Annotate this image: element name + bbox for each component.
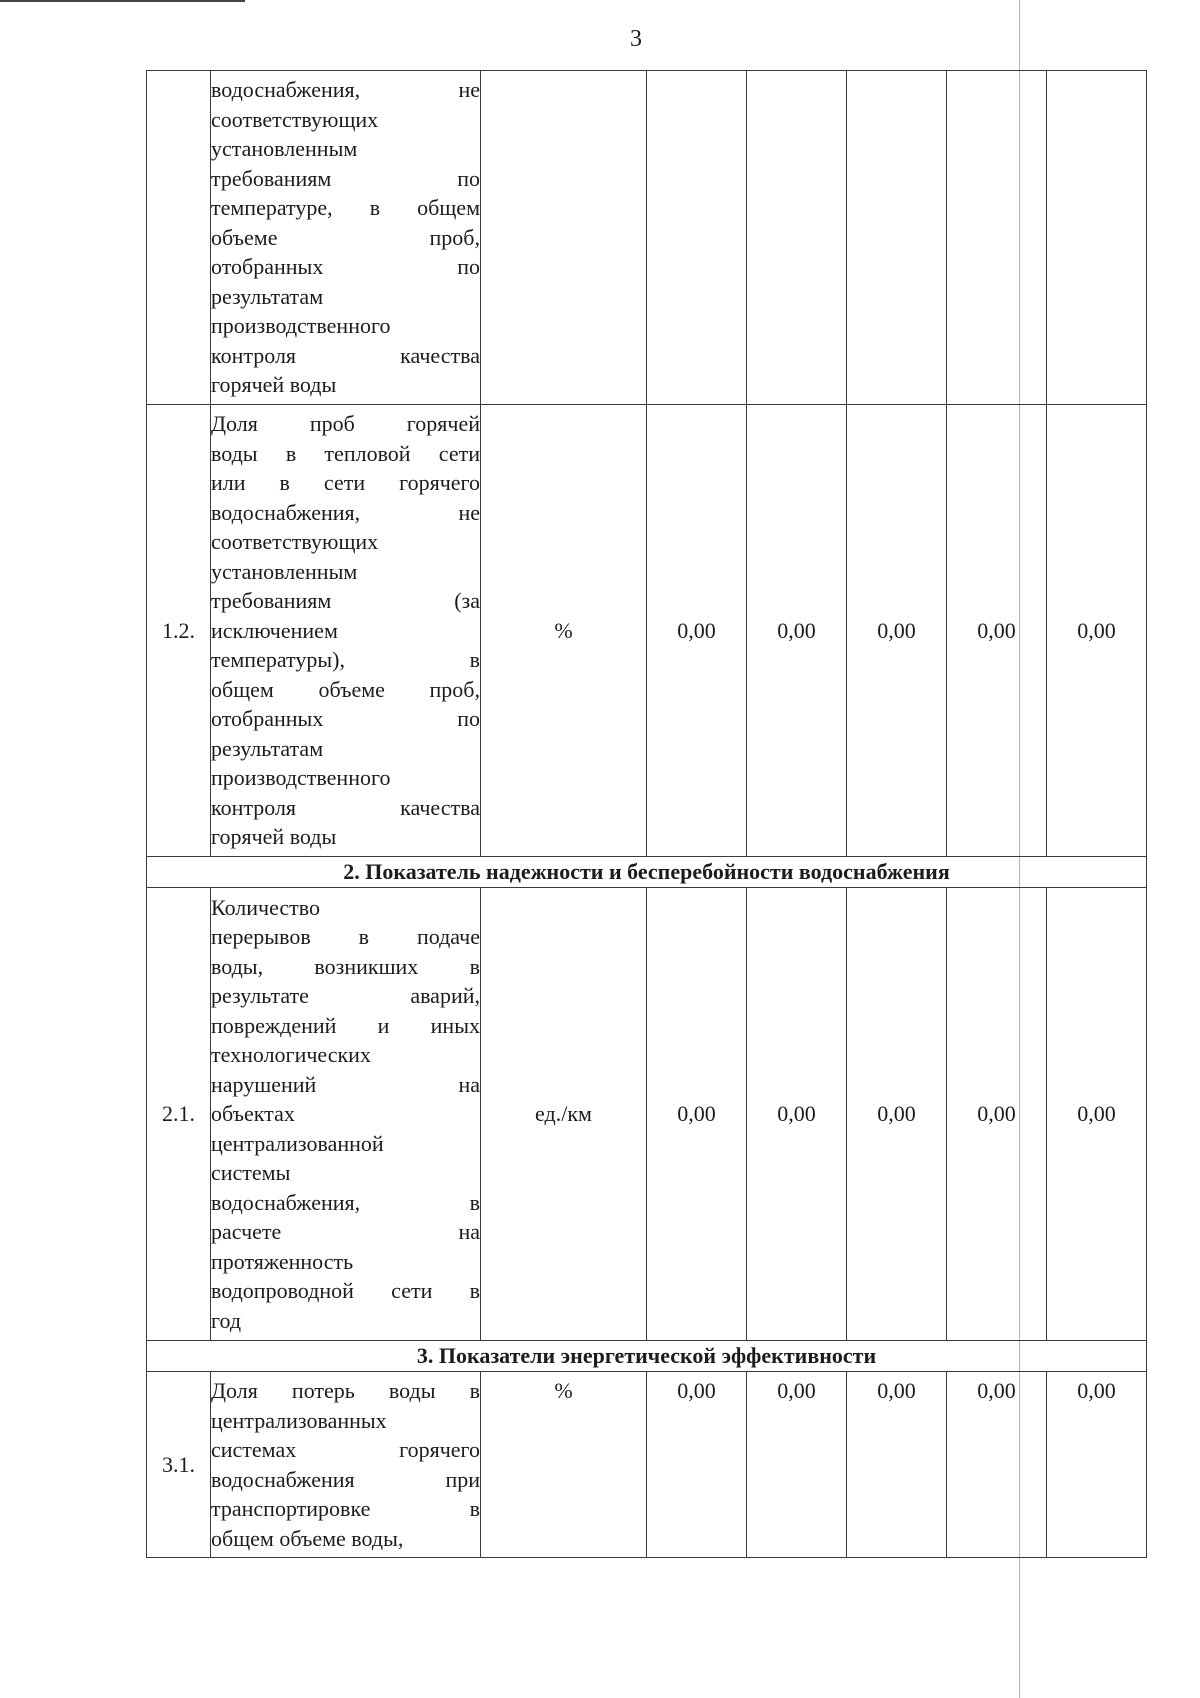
description-line: водоснабжения, не [211,499,480,525]
description-line: отобранных по [211,706,480,732]
section-header-row [147,1341,1147,1372]
description-line: температуры), в [211,647,480,673]
description-line: отобранных по [211,254,480,280]
description-line: требованиям (за [211,588,480,614]
description-line: системах горячего [211,1437,480,1462]
row-description [211,405,481,857]
description-line: год [211,1307,242,1333]
value-cell: 0,00 [1047,1372,1147,1558]
description-line: результатам [211,283,324,309]
value-cell [1047,71,1147,405]
value-cell [847,71,947,405]
row-description [211,888,481,1341]
description-line: централизованных [211,1407,387,1433]
description-line: Доля потерь воды в [211,1378,480,1403]
unit-cell: ед./км [481,888,647,1341]
description-line: объектах [211,1101,295,1127]
row-number: 3.1. [147,1372,211,1558]
value-cell: 0,00 [847,888,947,1341]
description-line: исключением [211,617,338,643]
table-row-3-1 [147,1372,1147,1558]
value-cell: 0,00 [1047,888,1147,1341]
description-line: системы [211,1160,291,1186]
section-header-row [147,857,1147,888]
description-line: водоснабжения, не [211,77,480,103]
description-line: результатам [211,735,324,761]
value-cell: 0,00 [647,1372,747,1558]
description-line: соответствующих [211,529,379,555]
description-line: производственного [211,765,391,791]
description-line: водоснабжения, в [211,1189,480,1215]
description-line: воды, возникших в [211,953,480,979]
value-cell [647,71,747,405]
description-line: общем объеме воды, [211,1525,404,1551]
description-line: воды в тепловой сети [211,440,480,466]
value-cell: 0,00 [747,888,847,1341]
value-cell: 0,00 [947,888,1047,1341]
description-line: расчете на [211,1219,480,1245]
row-number: 2.1. [147,888,211,1341]
row-description [211,71,481,405]
description-line: водопроводной сети в [211,1278,480,1304]
description-line: перерывов в подаче [211,924,480,950]
row-number: 1.2. [147,405,211,857]
section-title: 3. Показатели энергетической эффективности [147,1341,1147,1372]
description-line: результате аварий, [211,983,480,1009]
value-cell [947,71,1047,405]
description-line: производственного [211,313,391,339]
description-line: соответствующих [211,106,379,132]
description-line: повреждений и иных [211,1012,480,1038]
description-line: водоснабжения при [211,1466,480,1492]
page-number: 3 [630,26,642,52]
value-cell [747,71,847,405]
table-row-continued [147,71,1147,405]
value-cell: 0,00 [747,1372,847,1558]
value-cell: 0,00 [947,1372,1047,1558]
section-title: 2. Показатель надежности и бесперебойности водоснабжения [147,857,1147,888]
description-line: или в сети горячего [211,470,480,496]
description-line: контроля качества [211,342,480,368]
description-line: установленным [211,136,358,162]
table-row-2-1 [147,888,1147,1341]
table-row-1-2 [147,405,1147,857]
description-line: технологических [211,1042,371,1068]
description-line: объеме проб, [211,224,480,250]
value-cell: 0,00 [747,405,847,857]
indicators-table [146,70,1147,1558]
description-line: общем объеме проб, [211,676,480,702]
value-cell: 0,00 [847,405,947,857]
unit-cell: % [481,405,647,857]
value-cell: 0,00 [947,405,1047,857]
unit-cell: % [481,1372,647,1558]
description-line: установленным [211,558,358,584]
description-line: контроля качества [211,794,480,820]
scan-edge-line [0,0,245,2]
row-number [147,71,211,405]
value-cell: 0,00 [647,888,747,1341]
description-line: горячей воды [211,824,337,850]
unit-cell [481,71,647,405]
description-line: Доля проб горячей [211,411,480,437]
value-cell: 0,00 [1047,405,1147,857]
description-line: транспортировке в [211,1496,480,1521]
description-line: Количество [211,894,321,920]
description-line: нарушений на [211,1071,480,1097]
description-line: температуре, в общем [211,195,480,221]
row-description [211,1372,481,1558]
value-cell: 0,00 [647,405,747,857]
description-line: горячей воды [211,372,337,398]
value-cell: 0,00 [847,1372,947,1558]
description-line: протяженность [211,1248,354,1274]
description-line: требованиям по [211,165,480,191]
description-line: централизованной [211,1130,384,1156]
